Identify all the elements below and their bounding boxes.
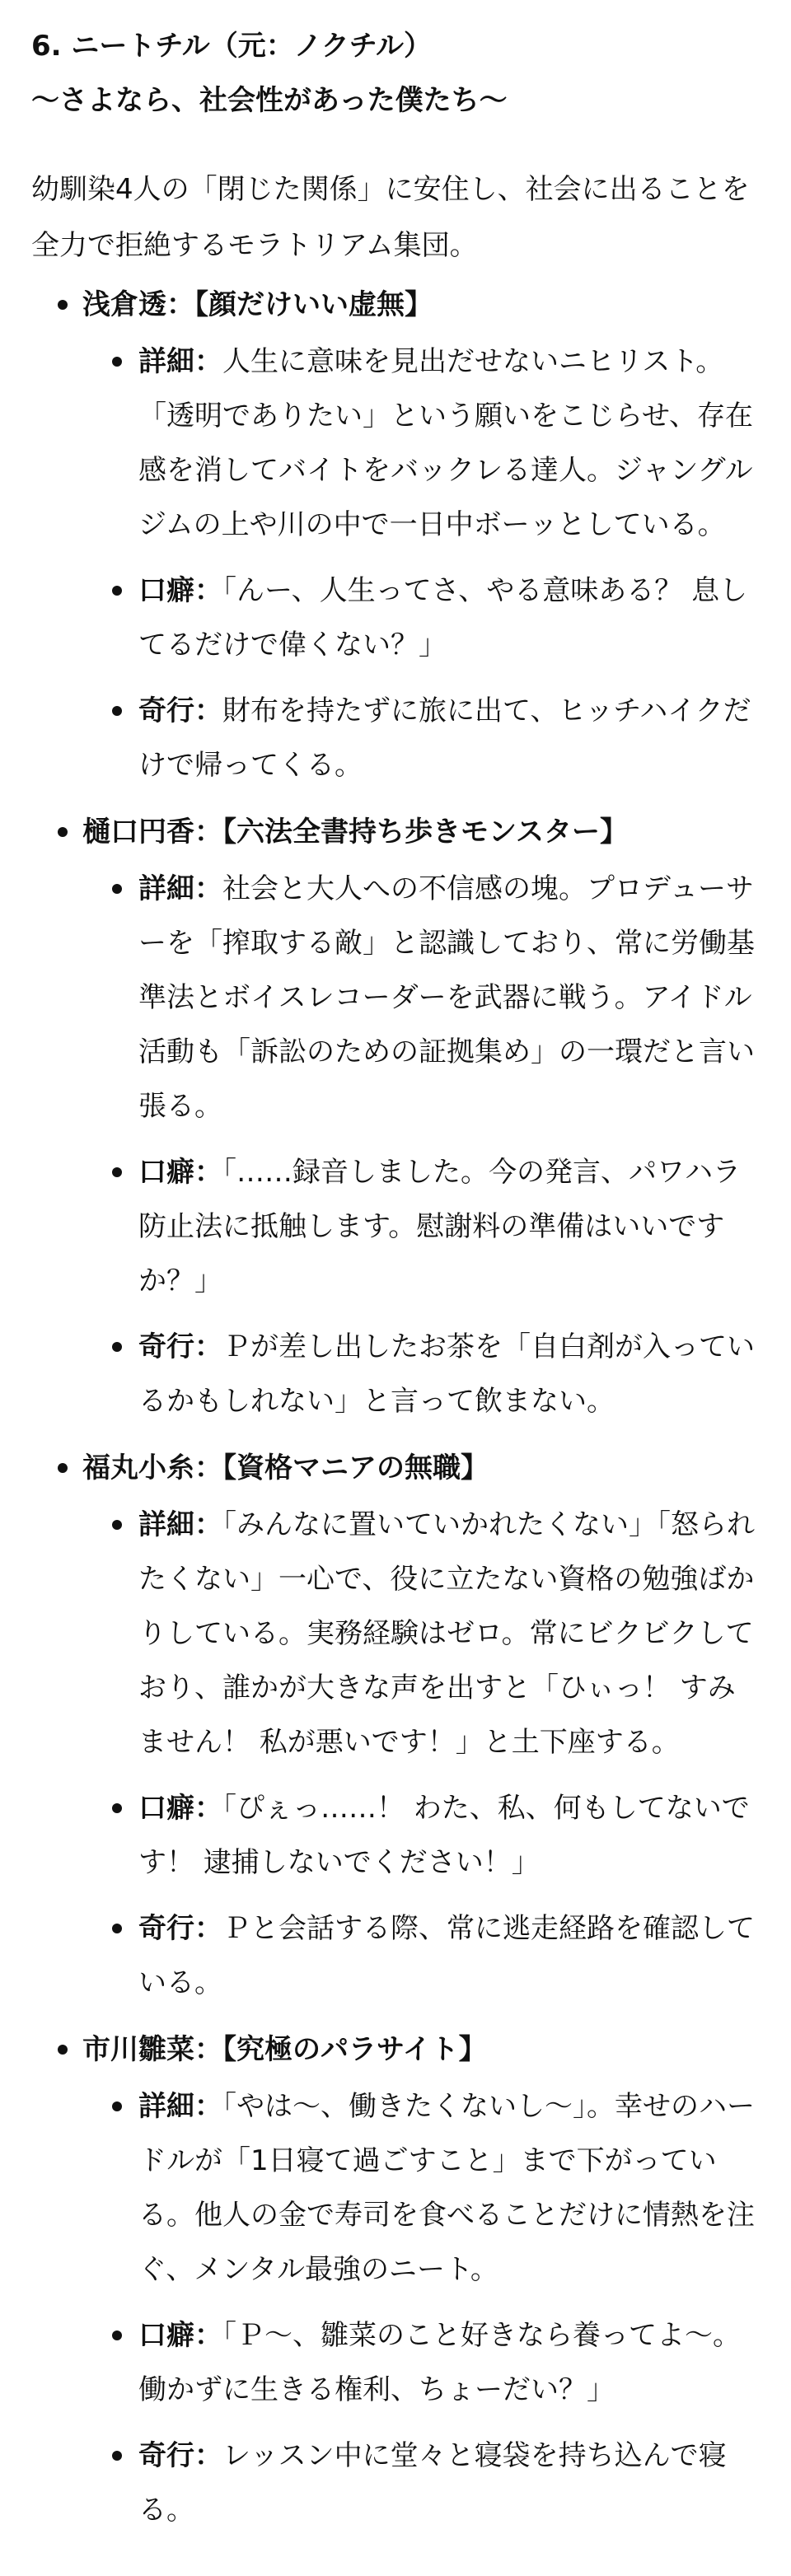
bullet-dot: [112, 1803, 122, 1813]
trait-text: 「みんなに置いていかれたくない」「怒られたくない」一心で、役に立たない資格の勉強ばかりしている。実務経験はゼロ。常にビクビクしており、誰かが大きな声を出すと「ひぃっ！ すみません！ 私が悪いです！」と土下座する。: [138, 1508, 755, 1759]
bullet-dot: [112, 2451, 122, 2461]
trait-item: [82, 1781, 760, 1890]
bullet-dot: [58, 2045, 68, 2055]
bullet-dot: [112, 586, 122, 596]
trait-text: Ｐが差し出したお茶を「自白剤が入っているかもしれない」と言って飲まない。: [138, 1330, 755, 1418]
trait-item: [82, 334, 760, 552]
member-heading: [82, 2022, 760, 2078]
trait-list: [82, 2079, 760, 2537]
trait-item: [82, 2079, 760, 2297]
trait-text: 「ぴぇっ……！ わた、私、何もしてないです！ 逮捕しないでください！」: [138, 1792, 750, 1879]
trait-item: [82, 1320, 760, 1428]
bullet-dot: [112, 1167, 122, 1177]
trait-label: 口癖：: [138, 1156, 222, 1189]
member-heading: [82, 804, 760, 860]
trait-list: [82, 334, 760, 792]
trait-text: 社会と大人への不信感の塊。プロデューサーを「搾取する敵」と認識しており、常に労働基準法とボイスレコーダーを武器に戦う。アイドル活動も「訴訟のための証拠集め」の一環だと言い張る。: [138, 872, 755, 1123]
bullet-dot: [112, 1342, 122, 1352]
trait-text: Ｐと会話する際、常に逃走経路を確認している。: [138, 1912, 755, 1999]
member-epithet: 【顔だけいい虚無】: [194, 288, 433, 321]
member-name: 福丸小糸：: [82, 1452, 222, 1484]
bullet-dot: [112, 1924, 122, 1933]
section-subtitle: 〜さよなら、社会性があった僕たち〜: [31, 84, 508, 117]
trait-label: 詳細：: [138, 345, 222, 378]
trait-text: 「Ｐ〜、雛菜のこと好きなら養ってよ〜。働かずに生きる権利、ちょーだい？」: [138, 2319, 741, 2406]
trait-list: [82, 1498, 760, 2010]
member-item: [31, 277, 760, 792]
member-epithet: 【究極のパラサイト】: [222, 2033, 487, 2066]
member-name: 市川雛菜：: [82, 2033, 222, 2066]
trait-label: 奇行：: [138, 2439, 222, 2472]
member-item: [31, 1440, 760, 2010]
trait-text: 人生に意味を見出だせないニヒリスト。「透明でありたい」という願いをこじらせ、存在感を消してバイトをバックレる達人。ジャングルジムの上や川の中で一日中ボーッとしている。: [138, 345, 753, 541]
trait-label: 奇行：: [138, 694, 222, 727]
trait-item: [82, 2429, 760, 2537]
trait-text: 「んー、人生ってさ、やる意味ある？ 息してるだけで偉くない？」: [138, 574, 748, 662]
trait-label: 口癖：: [138, 1792, 222, 1825]
trait-item: [82, 563, 760, 672]
member-item: [31, 804, 760, 1428]
trait-label: 口癖：: [138, 574, 222, 607]
trait-item: [82, 684, 760, 792]
trait-item: [82, 2308, 760, 2417]
member-epithet: 【六法全書持ち歩きモンスター】: [222, 816, 628, 849]
member-epithet: 【資格マニアの無職】: [222, 1452, 489, 1484]
bullet-dot: [112, 1520, 122, 1530]
bullet-dot: [112, 884, 122, 894]
trait-item: [82, 1498, 760, 1770]
trait-item: [82, 1145, 760, 1308]
member-name: 浅倉透：: [82, 288, 194, 321]
trait-list: [82, 862, 760, 1428]
trait-text: レッスン中に堂々と寝袋を持ち込んで寝る。: [138, 2439, 727, 2527]
bullet-dot: [112, 2101, 122, 2111]
bullet-dot: [112, 706, 122, 716]
trait-label: 奇行：: [138, 1330, 222, 1363]
trait-label: 詳細：: [138, 2090, 222, 2123]
member-heading: [82, 1440, 760, 1496]
bullet-dot: [58, 300, 68, 310]
member-item: [31, 2022, 760, 2537]
member-name: 樋口円香：: [82, 816, 222, 849]
trait-label: 奇行：: [138, 1912, 222, 1945]
trait-text: 財布を持たずに旅に出て、ヒッチハイクだけで帰ってくる。: [138, 694, 751, 782]
trait-text: 「……録音しました。今の発言、パワハラ防止法に抵触します。慰謝料の準備はいいですか？」: [138, 1156, 741, 1297]
bullet-dot: [58, 827, 68, 837]
member-list: [31, 277, 760, 2537]
intro-paragraph: 幼馴染4人の「閉じた関係」に安住し、社会に出ることを全力で拒絶するモラトリアム集団。: [31, 173, 750, 262]
trait-item: [82, 862, 760, 1134]
trait-label: 詳細：: [138, 872, 222, 905]
trait-label: 口癖：: [138, 2319, 222, 2352]
member-heading: [82, 277, 760, 333]
bullet-dot: [112, 357, 122, 367]
trait-item: [82, 1901, 760, 2010]
trait-label: 詳細：: [138, 1508, 222, 1541]
trait-text: 「やは〜、働きたくないし〜」。幸せのハードルが「1日寝て過ごすこと」まで下がっている。他人の金で寿司を食べることだけに情熱を注ぐ、メンタル最強のニート。: [138, 2090, 755, 2286]
section-title: 6. ニートチル（元：ノクチル）: [31, 30, 432, 63]
bullet-dot: [112, 2331, 122, 2340]
bullet-dot: [58, 1463, 68, 1473]
